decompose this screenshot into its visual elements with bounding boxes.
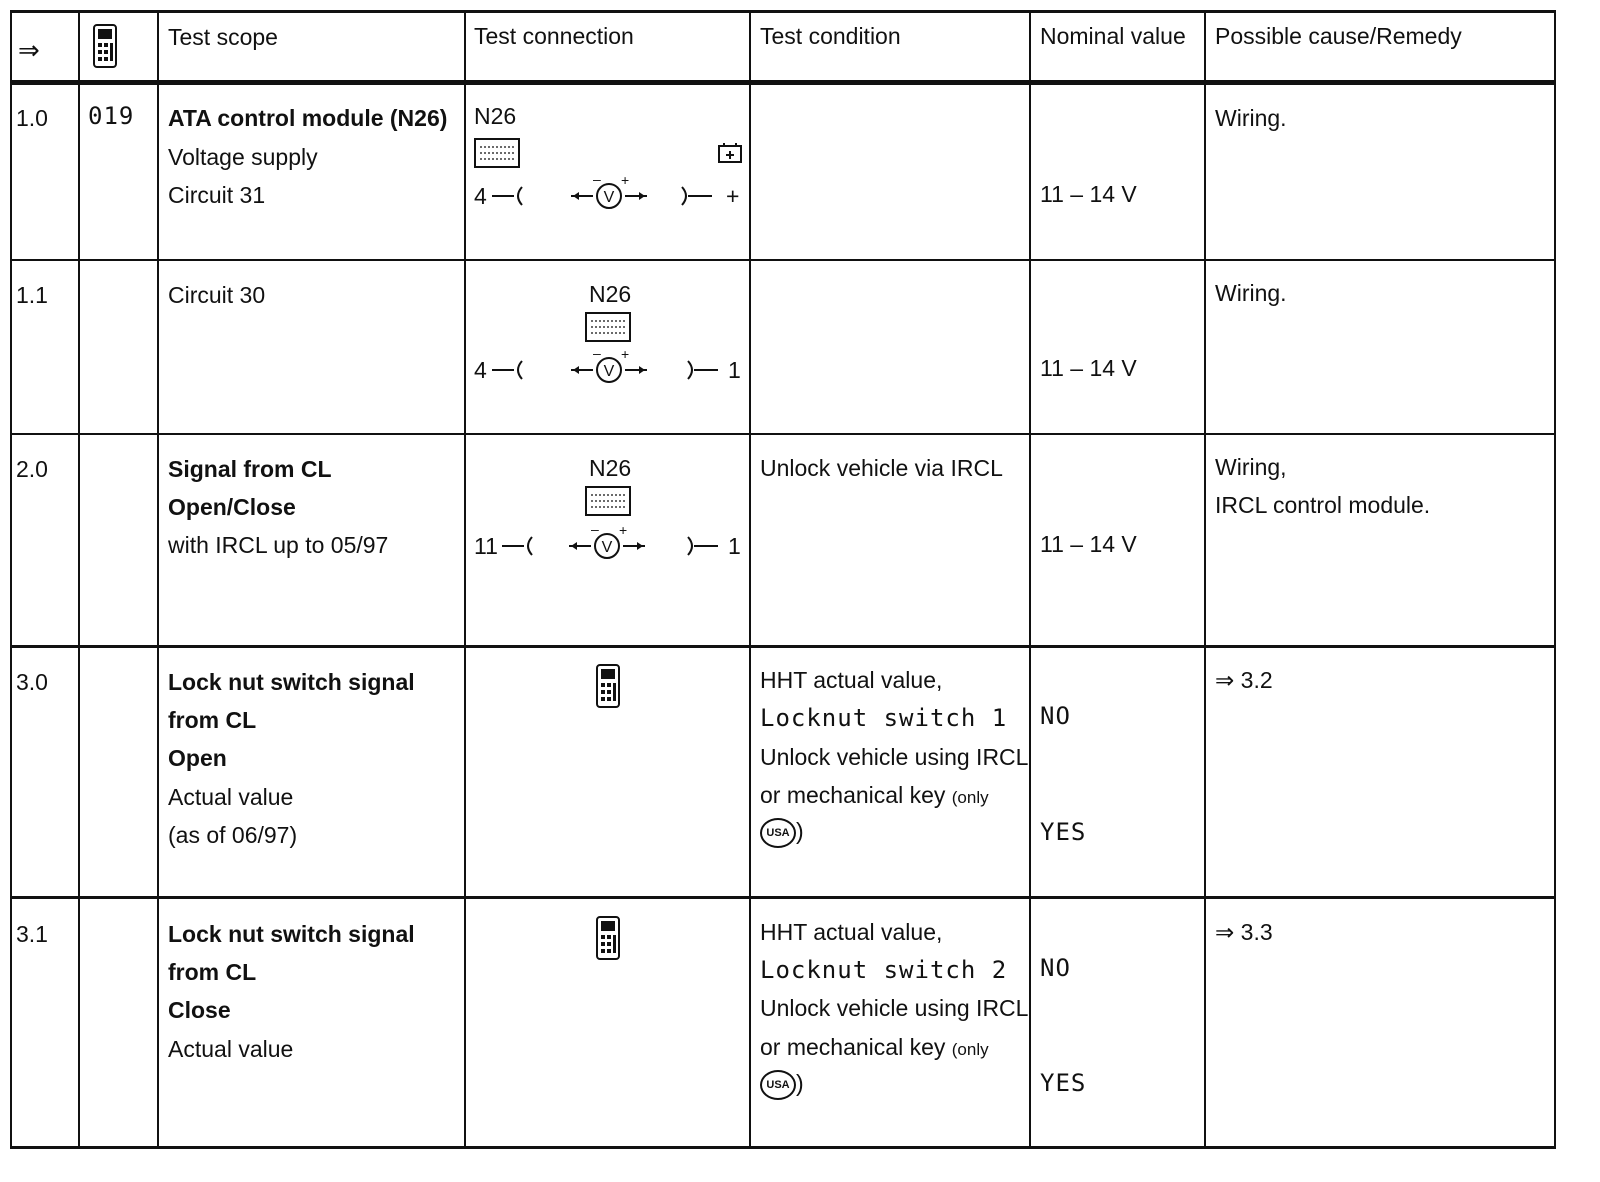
svg-text:+: + (621, 348, 630, 362)
hht-device-icon (93, 24, 117, 68)
pin-left: 11 (474, 533, 498, 559)
condition-text: or mechanical key (760, 1034, 946, 1060)
nominal-value: NO (1040, 954, 1071, 982)
module-label: N26 (474, 103, 517, 129)
scope-line: (as of 06/97) (168, 822, 298, 848)
voltmeter-label: V (601, 539, 613, 556)
condition-note: ) (796, 818, 804, 845)
nominal-value: YES (1040, 1069, 1087, 1097)
module-label: N26 (589, 281, 632, 307)
row-step: 2.0 (16, 456, 48, 482)
test-lead-right-icon (684, 533, 720, 559)
condition-note: ) (796, 1070, 804, 1097)
row-code: 019 (88, 102, 135, 130)
hht-device-icon (596, 916, 620, 960)
nominal-value: YES (1040, 818, 1087, 846)
condition-line: Unlock vehicle via IRCL (760, 455, 1003, 481)
header-cause-remedy: Possible cause/Remedy (1215, 23, 1462, 49)
column-divider (1029, 10, 1031, 1149)
row-step: 1.0 (16, 105, 48, 131)
condition-line: HHT actual value, (760, 919, 943, 945)
scope-title: Open (168, 745, 227, 771)
module-label: N26 (589, 455, 632, 481)
condition-line: HHT actual value, (760, 667, 943, 693)
svg-text:–: – (593, 174, 601, 187)
scope-title: Lock nut switch signal (168, 669, 415, 695)
column-divider (749, 10, 751, 1149)
column-divider (157, 10, 159, 1149)
scope-title: Lock nut switch signal (168, 921, 415, 947)
scope-line: with IRCL up to 05/97 (168, 532, 389, 558)
pin-right: + (726, 183, 740, 209)
connector-icon (585, 486, 631, 516)
condition-line (760, 783, 989, 810)
condition-lcd: Locknut switch 1 (760, 704, 1008, 732)
scope-line: Circuit 30 (168, 282, 266, 308)
column-divider (1204, 10, 1206, 1149)
battery-icon (718, 143, 742, 163)
row-step: 3.1 (16, 921, 48, 947)
header-arrow: ⇒ (18, 35, 40, 65)
condition-line (760, 1035, 989, 1062)
condition-line (760, 818, 804, 848)
svg-text:+: + (619, 524, 628, 538)
condition-line (760, 1070, 804, 1100)
connector-icon (474, 138, 520, 168)
row-divider (10, 645, 1556, 648)
header-test-connection: Test connection (474, 23, 634, 49)
scope-line: Circuit 31 (168, 182, 266, 208)
condition-lcd: Locknut switch 2 (760, 956, 1008, 984)
voltmeter-icon (571, 174, 647, 214)
nominal-value: NO (1040, 702, 1071, 730)
usa-badge: USA (760, 818, 796, 848)
cause-line: Wiring. (1215, 280, 1287, 306)
condition-text: or mechanical key (760, 782, 946, 808)
nominal-value: 11 – 14 V (1040, 181, 1137, 207)
scope-title: from CL (168, 707, 257, 733)
table-top-border (10, 10, 1556, 13)
svg-text:–: – (591, 524, 599, 537)
table-bottom-border (10, 1146, 1556, 1149)
column-divider (464, 10, 466, 1149)
scope-line: Actual value (168, 784, 294, 810)
scope-title: Open/Close (168, 494, 296, 520)
test-lead-left-icon (490, 183, 526, 209)
header-test-condition: Test condition (760, 23, 901, 49)
scope-line: Voltage supply (168, 144, 318, 170)
condition-note: (only (951, 1040, 989, 1059)
svg-text:+: + (621, 174, 630, 188)
cause-line: Wiring, (1215, 454, 1287, 480)
hht-device-icon (596, 664, 620, 708)
cause-line: ⇒ 3.2 (1215, 667, 1273, 693)
voltmeter-icon (569, 524, 645, 564)
column-divider (1554, 10, 1556, 1149)
svg-text:–: – (593, 348, 601, 361)
row-step: 3.0 (16, 669, 48, 695)
scope-title: ATA control module (N26) (168, 105, 448, 131)
voltmeter-label: V (603, 189, 615, 206)
row-divider (10, 896, 1556, 899)
connector-icon (585, 312, 631, 342)
voltmeter-icon (571, 348, 647, 388)
header-test-scope: Test scope (168, 24, 278, 50)
pin-left: 4 (474, 357, 487, 383)
cause-line: ⇒ 3.3 (1215, 919, 1273, 945)
scope-title: from CL (168, 959, 257, 985)
condition-note: (only (951, 788, 989, 807)
pin-right: 1 (728, 357, 741, 383)
test-lead-left-icon (500, 533, 536, 559)
pin-left: 4 (474, 183, 487, 209)
scope-title: Signal from CL (168, 456, 332, 482)
cause-line: IRCL control module. (1215, 492, 1431, 518)
column-divider (78, 10, 80, 1149)
nominal-value: 11 – 14 V (1040, 531, 1137, 557)
usa-badge: USA (760, 1070, 796, 1100)
cause-line: Wiring. (1215, 105, 1287, 131)
pin-right: 1 (728, 533, 741, 559)
condition-line: Unlock vehicle using IRCL (760, 744, 1029, 770)
column-divider (10, 10, 12, 1149)
header-divider (10, 80, 1556, 85)
row-divider (10, 433, 1556, 435)
condition-line: Unlock vehicle using IRCL (760, 995, 1029, 1021)
test-lead-right-icon (678, 183, 714, 209)
scope-line: Actual value (168, 1036, 294, 1062)
test-lead-right-icon (684, 357, 720, 383)
nominal-value: 11 – 14 V (1040, 355, 1137, 381)
row-divider (10, 259, 1556, 261)
row-step: 1.1 (16, 282, 48, 308)
scope-title: Close (168, 997, 231, 1023)
test-lead-left-icon (490, 357, 526, 383)
header-nominal-value: Nominal value (1040, 23, 1186, 49)
voltmeter-label: V (603, 363, 615, 380)
